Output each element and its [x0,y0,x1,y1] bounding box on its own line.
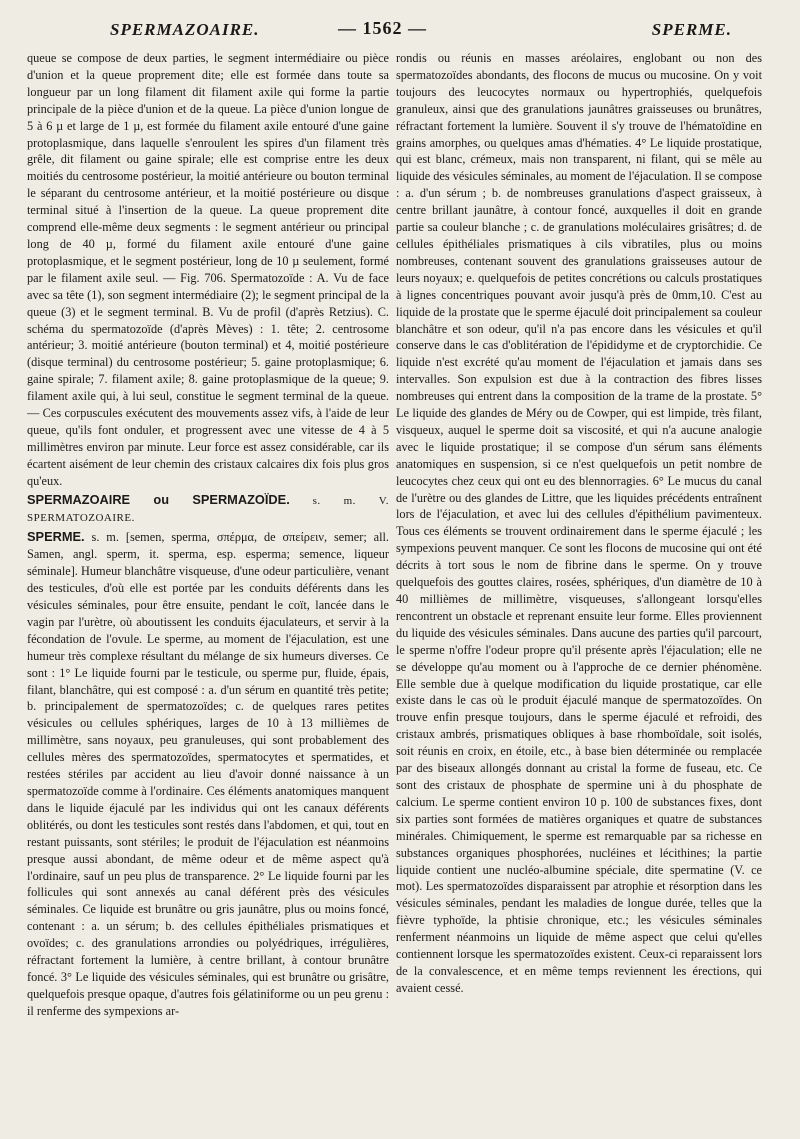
entry-spermazoaire [27,492,389,528]
right-column [396,50,762,1132]
running-head-right: SPERME. [651,20,732,39]
page-number: — 1562 — [338,18,427,38]
left-column [27,50,389,1132]
page-header [30,14,770,44]
entry-sperme [27,529,389,1019]
entry-headword: SPERMAZOAIRE ou SPERMAZOÏDE. [27,491,290,507]
entry-headword-sperme: SPERME. [27,529,85,545]
entry-crossref: s. m. V. SPERMATOZOAIRE. [27,494,389,525]
running-head-left: SPERMAZOAIRE. [110,20,260,39]
entry-sperme-text: s. m. [semen, sperma, σπέρμα, de σπείρειν, semer; all. Samen, angl. sperm, it. sperma, esp. esperma; semence, liqueur séminale]. Humeur blanchâtre visqueuse, d'une odeur particulière, venant des testicules, d'où elle est portée par les conduits déférents dans les vésicules séminales, pour être ensuite, pendant le coït, lancée dans le vagin par l'urètre, où aboutissent les conduits éjaculateurs, et servir à la fécondation de l'ovule. Le sperme, au moment de l'éjaculation, est une humeur très complexe résultant du mélange de six humeurs diverses. Ce sont : 1° Le liquide fourni par le testicule, ou sperme pur, fluide, épais, filant, blanchâtre, qui est composé : a. d'un sérum en quantité très petite; b. principalement de spermatozoïdes; c. de quelques rares petites vésicules ou cellules sphériques, larges de 10 à 13 millièmes de millimètre, sans noyaux, peu granuleuses, qui sont probablement des cellules mères des spermatozoïdes, spermatocytes et spermatides, et restées stériles par accident au lieu d'avoir donné naissance à un spermatozoïde comme à l'ordinaire. Ces éléments anatomiques manquent dans le liquide éjaculé par les individus qui ont les canaux déférents oblitérés, ou dont les testicules sont restés dans l'abdomen, et qui, tout en restant puissants, sont stériles; le produit de l'éjaculation est néanmoins presque aussi abondant, de même odeur et de même aspect qu'à l'ordinaire, sauf un peu plus de transparence. 2° Le liquide fourni par les follicules qui sont annexés au canal déférent près des vésicules séminales. Ce liquide est brunâtre ou gris jaunâtre, plus ou moins foncé, contenant : a. un sérum; b. des cellules épithéliales prismatiques et ovoïdes; c. des granulations arrondies ou polyédriques, irrégulières, réfractant fortement la lumière, à centre brillant, à contour brunâtre foncé. 3° Le liquide des vésicules séminales, qui est brunâtre ou grisâtre, quelquefois presque opaque, d'autres fois gélatiniforme ou un peu grenu : il renferme des sympexions ar- [27,530,389,1018]
sperme-continuation: rondis ou réunis en masses aréolaires, englobant ou non des spermatozoïdes abondants, des flocons de mucus ou mucosine. On y voit toujours des leucocytes normaux ou hypertrophiés, quelquefois granuleux, ainsi que des granulations jaunâtres graisseuses ou brunâtres, réfractant fortement la lumière. Souvent il s'y trouve de l'hématoïdine en grains amorphes, ou quelques amas d'hématies. 4° Le liquide prostatique, qui est blanc, crémeux, mais non transparent, ni filant, qui se mêle au liquide des vésicules séminales, au moment de l'éjaculation. Il se compose : a. d'un sérum ; b. de nombreuses granulations d'aspect graisseux, à centre brillant jaunâtre, à contour foncé, auxquelles il doit en grande partie sa couleur blanche ; c. de granulations moléculaires grisâtres; d. de cellules épithéliales prismatiques à cils vibratiles, plus ou moins nombreuses, contenant souvent des granulations graisseuses autour de leurs noyaux; e. quelquefois de petites concrétions ou calculs prostatiques à lignes concentriques pouvant avoir jusqu'à près de 0mm,10. C'est au liquide de la prostate que le sperme éjaculé doit principalement sa couleur blanchâtre et son odeur, qu'il n'a pas encore dans les vésicules et qu'il conserve dans le cas d'oblitération de l'épididyme et de cryptorchidie. Ce liquide n'est excrété qu'au moment de l'éjaculation et jamais dans ses intervalles. Son expulsion est due à la contraction des fibres lisses nombreuses qui entrent dans la composition de la trame de la prostate. 5° Le liquide des glandes de Méry ou de Cowper, qui est limpide, très filant, visqueux, auquel le sperme doit sa viscosité, et qui n'a aucune analogie avec le liquide prostatique; il se compose d'un sérum sans éléments anatomiques en suspension, si ce n'est quelquefois un petit nombre de leucocytes chez ceux qui ont eu des blennorragies. 6° Le mucus du canal de l'urètre ou des glandes de Littre, que les liquides précédents entraînent lors de l'éjaculation, et avec lui des cellules d'épithélium pavimenteux. Tous ces éléments se trouvent ordinairement dans le sperme éjaculé ; les sympexions peuvent manquer. Ce sont les flocons de mucosine qui ont été décrits à tort sous le nom de fibrine dans le sperme. On y trouve quelquefois des gouttes claires, rosées, sphériques, d'un diamètre de 10 à 40 millièmes de millimètre, visqueuses, s'allongeant lorsqu'elles rencontrent un obstacle et reprenant ensuite leur forme. Elles proviennent du liquide des vésicules séminales. Dans aucune des parties qu'il parcourt, le sperme n'offre l'odeur propre qu'il présente après l'éjaculation; elle ne se développe qu'au moment ou à l'approche de ce dernier phénomène. Elle semble due à quelque modification du liquide prostatique, car elle existe dans le cas où le produit éjaculé manque de spermatozoïdes. On trouve enfin presque toujours, dans le sperme éjaculé et refroidi, des cristaux ambrés, prismatiques obliques à base rhomboïdale, soit isolés, soit réunis en croix, en étoile, etc., à base bien déterminée ou remplacée par des biseaux allongés donnant au cristal la forme de fuseau, etc. Ce sont des cristaux de phosphate de spermine uni à du phosphate de calcium. Le sperme contient environ 10 p. 100 de substances fixes, dont six parties sont formées de matières organiques et quatre de substances minérales. Chimiquement, le sperme est remarquable par sa richesse en substances organiques phosphorées, nucléines et lécithines; la partie liquide contient une nucléo-albumine spéciale, dite spermatine (V. ce mot). Les spermatozoïdes disparaissent par atrophie et résorption dans les vésicules séminales, pendant les maladies de longue durée, telles que la fièvre typhoïde, la phtisie chronique, etc.; les vésicules séminales renferment néanmoins un liquide de même aspect que celui qu'elles contiennent lorsque les spermatozoïdes existent. Ceux-ci reparaissent lors de la convalescence, et en même temps reviennent les érections, qui avaient cessé. [396,51,762,995]
spermatozoaire-continuation: queue se compose de deux parties, le segment intermédiaire ou pièce d'union et la queue proprement dite; elle est formée dans toute sa longueur par un long filament dit filament axile qui forme la partie principale de la pièce d'union et de la queue. La pièce d'union longue de 5 à 6 µ et large de 1 µ, est formée du filament axile entouré d'une gaine protoplasmique, dans laquelle s'enroulent les spires d'un filament très grêle, dit filament ou gaine spirale; elle est comprise entre les deux moitiés du centrosome postérieur, la moitié antérieure ou bouton terminal le séparant du centrosome antérieur, et la moitié postérieure ou disque terminal situé à l'insertion de la queue. La queue proprement dite comprend elle-même deux segments : le segment antérieur ou principal long de 40 µ, formé du filament axile entouré d'une gaine protoplasmique, et le segment postérieur, long de 10 µ seulement, formé par le filament axile seul. — Fig. 706. Spermatozoïde : A. Vu de face avec sa tête (1), son segment intermédiaire (2); le segment principal de la queue (3) et le segment terminal. B. Vu de profil (d'après Retzius). C. schéma du spermatozoïde (d'après Mèves) : 1. tête; 2. centrosome antérieur; 3. moitié antérieure (bouton terminal) et 4, moitié postérieure (disque terminal) du centrosome postérieur; 5. gaine protoplasmique; 6. gaine spirale; 7. filament axile; 8. gaine protoplasmique de la queue; 9. filament axile qui, à lui seul, constitue le segment terminal de la queue. — Ces corpuscules exécutent des mouvements assez vifs, à l'aide de leur queue, qu'ils font onduler, et progressent avec une vitesse de 4 à 5 millimètres environ par minute. Leur force est assez considérable, car ils écartent aisément de leur chemin des cristaux calcaires dix fois plus gros qu'eux. [27,51,389,488]
